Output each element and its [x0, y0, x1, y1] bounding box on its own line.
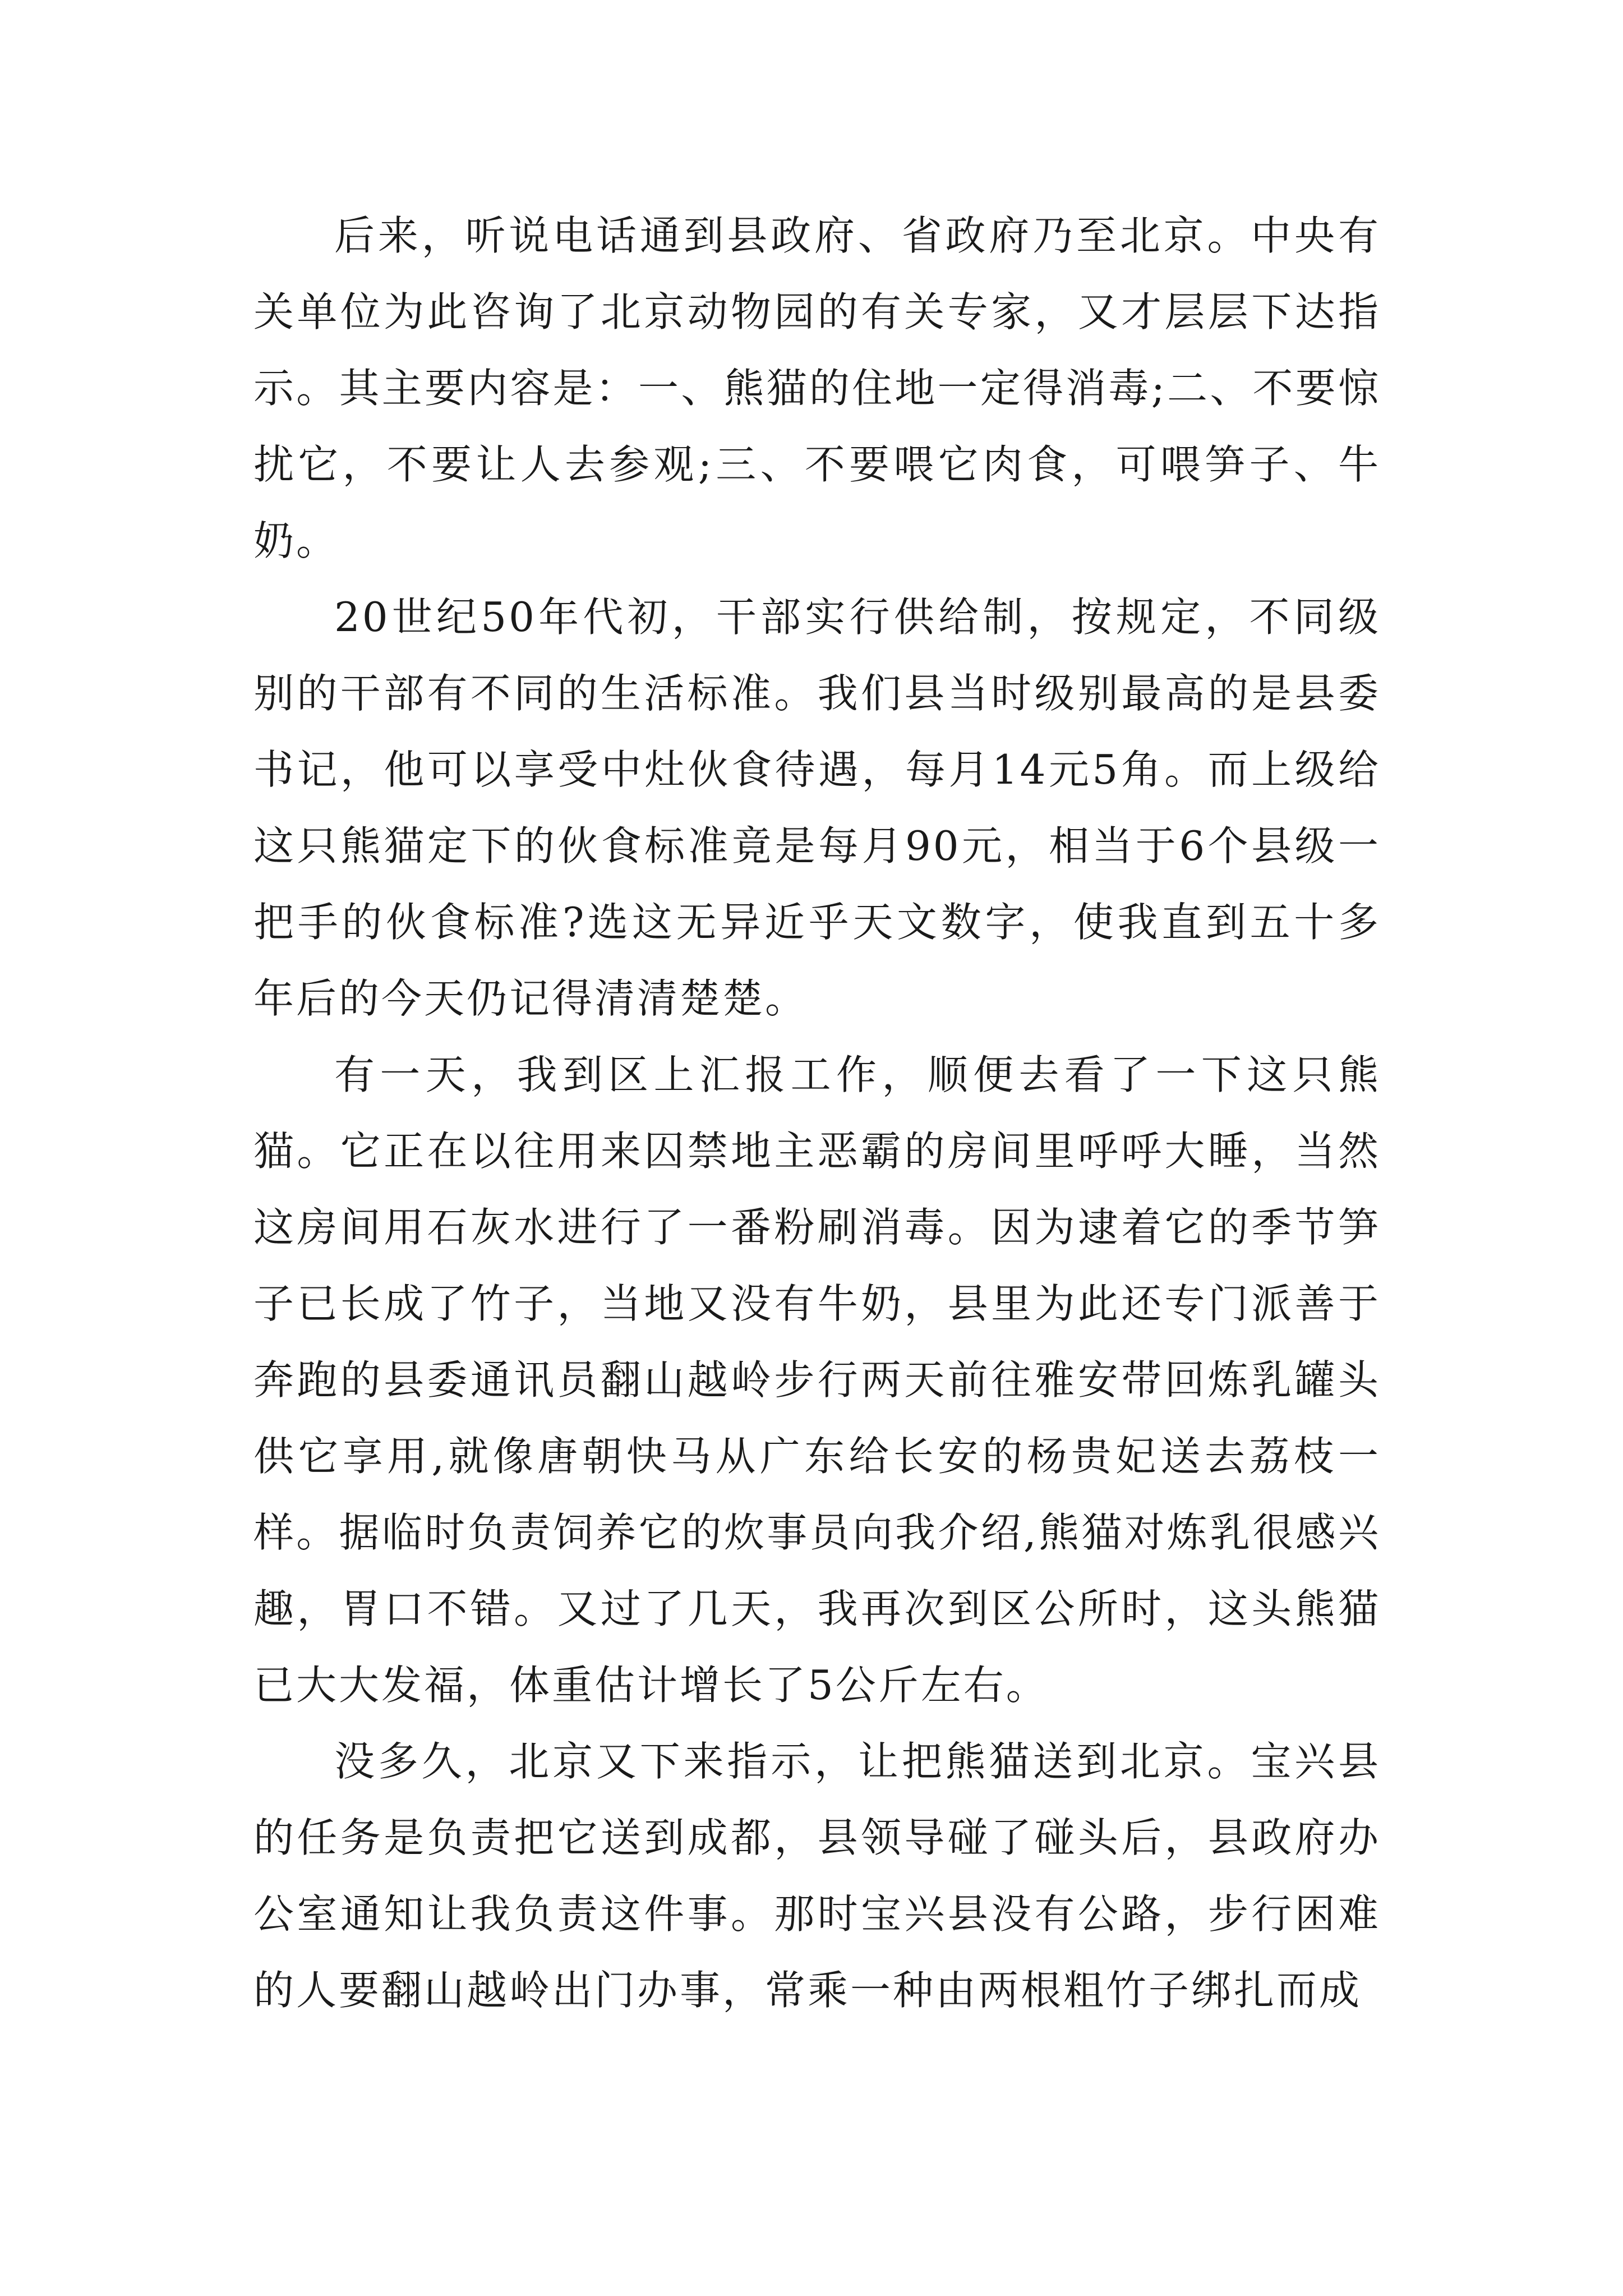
- paragraph-4: 没多久，北京又下来指示，让把熊猫送到北京。宝兴县的任务是负责把它送到成都，县领导碰了碰头后，县政府办公室通知让我负责这件事。那时宝兴县没有公路，步行困难的人要翻山越岭出门办事，常乘一种由两根粗竹子绑扎而成: [253, 1738, 1381, 2014]
- paragraph-3: 有一天，我到区上汇报工作，顺便去看了一下这只熊猫。它正在以往用来囚禁地主恶霸的房间里呼呼大睡，当然这房间用石灰水进行了一番粉刷消毒。因为逮着它的季节笋子已长成了竹子，当地又没有牛奶，县里为此还专门派善于奔跑的县委通讯员翻山越岭步行两天前往雅安带回炼乳罐头供它享用,就像唐朝快马从广东给长安的杨贵妃送去荔枝一样。据临时负责饲养它的炊事员向我介绍,熊猫对炼乳很感兴趣，胃口不错。又过了几天，我再次到区公所时，这头熊猫已大大发福，体重估计增长了5公斤左右。: [253, 1051, 1381, 1709]
- paragraph-2: 20世纪50年代初，干部实行供给制，按规定，不同级别的干部有不同的生活标准。我们县当时级别最高的是县委书记，他可以享受中灶伙食待遇，每月14元5角。而上级给这只熊猫定下的伙食标准竟是每月90元，相当于6个县级一把手的伙食标准?选这无异近乎天文数字，使我直到五十多年后的今天仍记得清清楚楚。: [253, 593, 1381, 1022]
- body-text: [253, 197, 1381, 2028]
- paragraph-1: 后来，听说电话通到县政府、省政府乃至北京。中央有关单位为此咨询了北京动物园的有关专家，又才层层下达指示。其主要内容是：一、熊猫的住地一定得消毒;二、不要惊扰它，不要让人去参观;三、不要喂它肉食，可喂笋子、牛奶。: [253, 212, 1381, 564]
